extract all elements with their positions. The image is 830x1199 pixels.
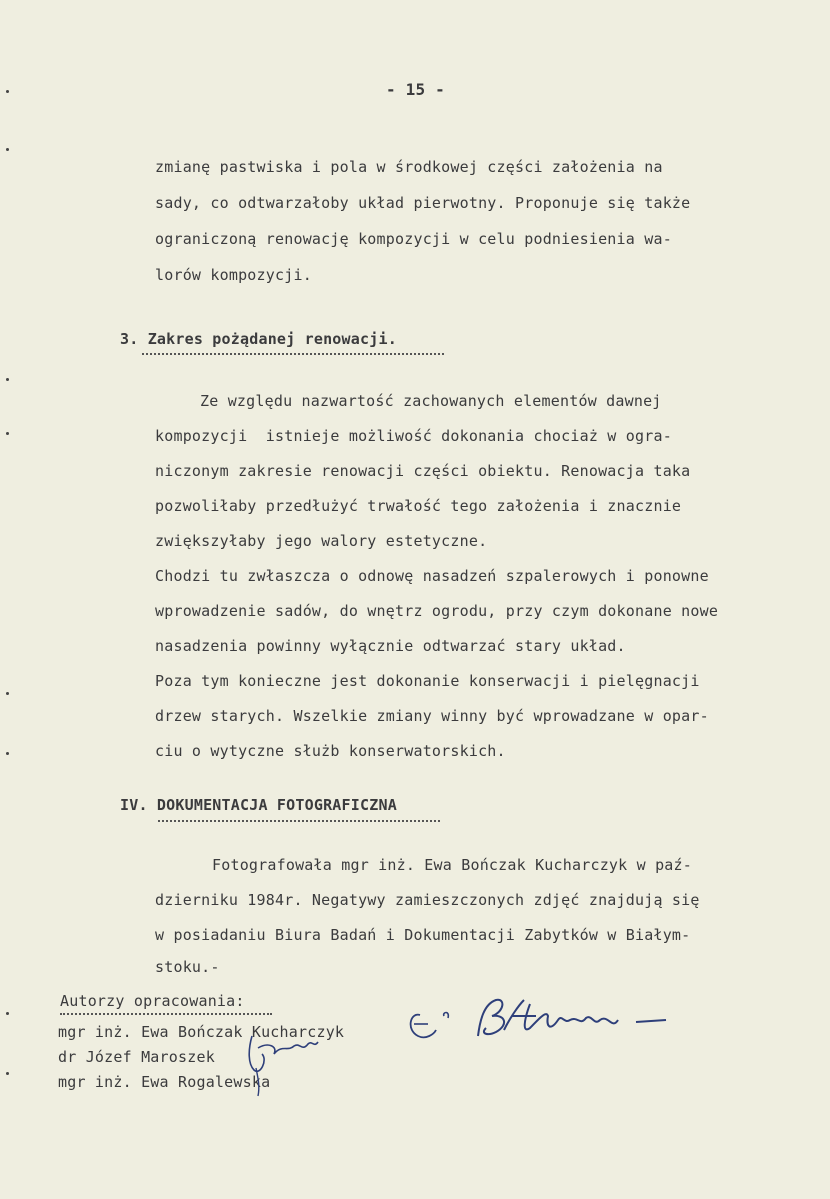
text-line: ciu o wytyczne służb konserwatorskich. (155, 742, 506, 760)
text-line: zwiększyłaby jego walory estetyczne. (155, 532, 488, 550)
authors-underline (60, 1013, 272, 1015)
text-line: dzierniku 1984r. Negatywy zamieszczonych zdjęć znajdują się (155, 891, 700, 909)
margin-dot (6, 90, 9, 93)
signature-bonczak (400, 990, 680, 1050)
text-line: Chodzi tu zwłaszcza o odnowę nasadzeń szpalerowych i ponowne (155, 567, 709, 585)
margin-dot (6, 1072, 9, 1075)
text-line: Ze względu nazwartość zachowanych elementów dawnej (200, 392, 662, 410)
margin-dot (6, 752, 9, 755)
text-line: zmianę pastwiska i pola w środkowej części założenia na (155, 158, 663, 176)
text-line: niczonym zakresie renowacji części obiektu. Renowacja taka (155, 462, 691, 480)
margin-dot (6, 1012, 9, 1015)
heading-underline (142, 353, 444, 355)
section-heading: 3. Zakres pożądanej renowacji. (120, 330, 397, 348)
text-line: w posiadaniu Biura Badań i Dokumentacji Zabytków w Białym- (155, 926, 691, 944)
text-line: ograniczoną renowację kompozycji w celu podniesienia wa- (155, 230, 672, 248)
text-line: drzew starych. Wszelkie zmiany winny być wprowadzane w opar- (155, 707, 709, 725)
margin-dot (6, 378, 9, 381)
margin-dot (6, 692, 9, 695)
signature-maroszek (238, 1030, 328, 1100)
margin-dot (6, 432, 9, 435)
page-number: - 15 - (386, 80, 445, 99)
text-line: sady, co odtwarzałoby układ pierwotny. Proponuje się także (155, 194, 691, 212)
author-name: mgr inż. Ewa Bończak Kucharczyk (58, 1023, 345, 1041)
authors-heading: Autorzy opracowania: (60, 992, 245, 1010)
heading-underline (158, 820, 440, 822)
text-line: nasadzenia powinny wyłącznie odtwarzać stary układ. (155, 637, 626, 655)
author-name: dr Józef Maroszek (58, 1048, 215, 1066)
text-line: kompozycji istnieje możliwość dokonania chociaż w ogra- (155, 427, 672, 445)
margin-dot (6, 148, 9, 151)
text-line: pozwoliłaby przedłużyć trwałość tego założenia i znacznie (155, 497, 682, 515)
section-heading: IV. DOKUMENTACJA FOTOGRAFICZNA (120, 796, 397, 814)
text-line: wprowadzenie sadów, do wnętrz ogrodu, przy czym dokonane nowe (155, 602, 719, 620)
text-line: Poza tym konieczne jest dokonanie konserwacji i pielęgnacji (155, 672, 700, 690)
author-name: mgr inż. Ewa Rogalewska (58, 1073, 271, 1091)
text-line: Fotografowała mgr inż. Ewa Bończak Kucharczyk w paź- (212, 856, 692, 874)
text-line: lorów kompozycji. (155, 266, 312, 284)
text-line: stoku.- (155, 958, 220, 976)
